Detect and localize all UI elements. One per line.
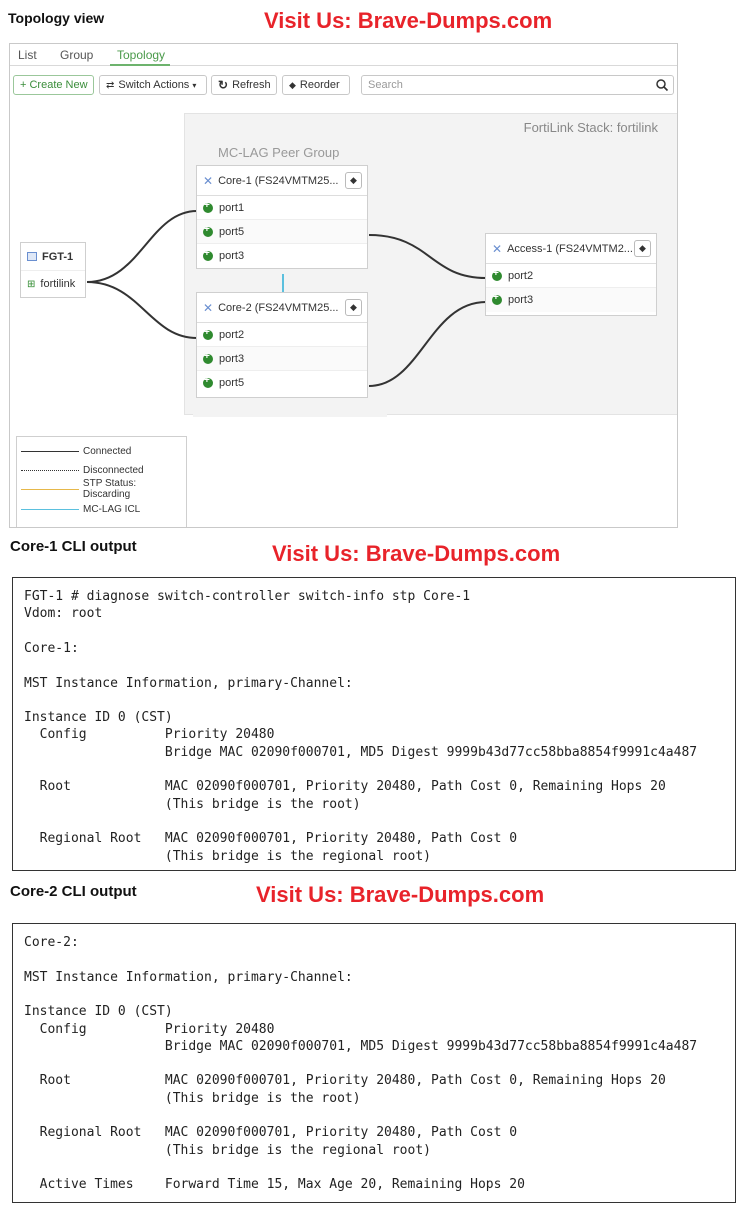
tab-list[interactable]: List — [18, 48, 37, 62]
topology-view-heading: Topology view — [8, 10, 105, 26]
core-1-port5[interactable] — [197, 220, 367, 244]
fgt-1-node[interactable] — [20, 242, 86, 298]
stp-discarding-line — [21, 489, 79, 490]
disconnected-line — [21, 470, 79, 471]
fortigate-icon — [27, 252, 37, 261]
cli-line: FGT-1 # diagnose switch-controller switch-info stp Core-1 — [24, 589, 471, 604]
cli-line: Regional Root MAC 02090f000701, Priority 20480, Path Cost 0 — [24, 831, 518, 847]
watermark-3: Visit Us: Brave-Dumps.com — [256, 882, 545, 907]
view-tabs — [10, 44, 677, 66]
core-2-port5[interactable] — [197, 371, 367, 395]
legend-stp-label: STP Status: Discarding — [82, 478, 137, 500]
connected-line — [21, 451, 79, 452]
legend-disconnected — [21, 462, 144, 478]
refresh-icon: ↻ — [218, 78, 229, 92]
cli-line: Instance ID 0 (CST) — [24, 710, 173, 726]
watermark-2: Visit Us: Brave-Dumps.com — [272, 541, 561, 566]
core-1-cli-box — [12, 577, 736, 871]
port-label: port2 — [219, 328, 245, 341]
fgt-1-header — [21, 243, 85, 270]
topology-panel — [9, 43, 678, 528]
port-up-icon — [492, 271, 502, 281]
fortilink-icon: ⊞ — [27, 278, 36, 290]
access-1-node[interactable] — [485, 233, 657, 316]
port-label: port2 — [508, 269, 534, 282]
port-label: port1 — [219, 201, 245, 214]
active-tab-indicator — [110, 64, 170, 66]
port-up-icon — [203, 378, 213, 388]
port-label: port5 — [219, 225, 245, 238]
switch-icon: ✕ — [203, 173, 214, 188]
cli-line: MST Instance Information, primary-Channel: — [24, 675, 353, 691]
topology-legend — [16, 436, 187, 528]
switch-icon: ✕ — [203, 300, 214, 315]
core-2-name: Core-2 (FS24VMTM25... — [218, 301, 339, 314]
legend-stp-discarding — [21, 478, 186, 500]
cli-line: Regional Root MAC 02090f000701, Priority 20480, Path Cost 0 — [24, 1125, 518, 1141]
core-1-header — [197, 166, 367, 196]
cli-line: Bridge MAC 02090f000701, MD5 Digest 9999b43d77cc58bba8854f9991c4a487 — [24, 1038, 698, 1054]
refresh-button[interactable] — [211, 75, 277, 95]
core-1-port1[interactable] — [197, 196, 367, 220]
port-label: port3 — [219, 250, 245, 262]
switch-actions-label: Switch Actions — [118, 79, 190, 91]
core-2-port3[interactable] — [197, 347, 367, 371]
cli-line: (This bridge is the root) — [24, 796, 361, 812]
legend-connected — [21, 443, 131, 459]
switch-actions-button[interactable] — [99, 75, 207, 95]
search-input[interactable] — [362, 76, 642, 94]
core-2-cli-heading: Core-2 CLI output — [10, 883, 137, 900]
cli-line: (This bridge is the regional root) — [24, 848, 431, 864]
switch-icon: ✕ — [492, 241, 503, 256]
port-up-icon — [203, 330, 213, 340]
core-1-node[interactable] — [196, 165, 368, 269]
legend-connected-label: Connected — [83, 445, 132, 457]
tab-topology[interactable]: Topology — [117, 48, 166, 62]
watermark-1: Visit Us: Brave-Dumps.com — [264, 8, 553, 33]
core-1-port3[interactable] — [197, 244, 367, 268]
fortilink-stack-label: FortiLink Stack: fortilink — [523, 120, 658, 135]
search-box — [361, 75, 674, 95]
access-1-header — [486, 234, 656, 264]
core-2-cli-box — [12, 923, 736, 1203]
port-label: port5 — [219, 377, 245, 389]
cli-line: Core-1: — [24, 640, 79, 656]
access-1-name: Access-1 (FS24VMTM2... — [507, 242, 633, 255]
port-up-icon — [203, 203, 213, 213]
cli-line: MST Instance Information, primary-Channel: — [24, 969, 353, 985]
port-up-icon — [203, 251, 213, 261]
reorder-label: Reorder — [299, 79, 340, 91]
cli-line: Active Times Forward Time 15, Max Age 20, Remaining Hops 20 — [24, 1177, 525, 1193]
link-fgt-core1-port1 — [87, 211, 197, 282]
refresh-label: Refresh — [232, 79, 271, 91]
mclag-peer-group-label: MC-LAG Peer Group — [218, 145, 340, 160]
fortilink-port[interactable] — [21, 270, 85, 297]
cli-line: (This bridge is the root) — [24, 1090, 361, 1106]
search-icon[interactable] — [655, 78, 669, 92]
access-1-port2[interactable] — [486, 264, 656, 288]
legend-mclag-label: MC-LAG ICL — [83, 503, 141, 515]
link-fgt-core2-port2 — [87, 282, 197, 338]
access-1-menu-button[interactable]: ◆ — [634, 240, 651, 257]
core-2-menu-button[interactable]: ◆ — [345, 299, 362, 316]
cli-line: Vdom: root — [24, 606, 103, 622]
fortilink-label: fortilink — [40, 278, 76, 290]
cli-line: Bridge MAC 02090f000701, MD5 Digest 9999b43d77cc58bba8854f9991c4a487 — [24, 744, 698, 760]
sort-icon: ◆ — [289, 79, 296, 90]
fgt-1-name: FGT-1 — [42, 250, 74, 263]
port-up-icon — [492, 295, 502, 305]
port-label: port3 — [508, 294, 534, 306]
caret-down-icon: ▾ — [192, 80, 197, 90]
cli-line: (This bridge is the regional root) — [24, 1142, 431, 1158]
core-2-header — [197, 293, 367, 323]
port-up-icon — [203, 227, 213, 237]
port-label: port3 — [219, 352, 245, 365]
legend-mclag-icl — [21, 501, 140, 517]
port-up-icon — [203, 354, 213, 364]
tab-group[interactable]: Group — [60, 48, 94, 62]
create-new-button[interactable]: + Create New — [13, 75, 94, 95]
shuffle-icon: ⇄ — [106, 79, 115, 91]
cli-line: Root MAC 02090f000701, Priority 20480, Path Cost 0, Remaining Hops 20 — [24, 1073, 666, 1089]
mclag-icl-line — [21, 509, 79, 510]
core-1-name: Core-1 (FS24VMTM25... — [218, 174, 339, 187]
access-1-port3[interactable] — [486, 288, 656, 312]
reorder-button[interactable] — [282, 75, 350, 95]
core-2-port2[interactable] — [197, 323, 367, 347]
core-2-node[interactable] — [196, 292, 368, 398]
cli-line: Config Priority 20480 — [24, 727, 275, 743]
cli-line: Root MAC 02090f000701, Priority 20480, Path Cost 0, Remaining Hops 20 — [24, 779, 666, 795]
core-1-menu-button[interactable]: ◆ — [345, 172, 362, 189]
cli-line: Core-2: — [24, 935, 79, 950]
core-1-cli-heading: Core-1 CLI output — [10, 538, 137, 555]
cli-line: Config Priority 20480 — [24, 1021, 275, 1037]
cli-line: Instance ID 0 (CST) — [24, 1004, 173, 1020]
legend-disconnected-label: Disconnected — [83, 464, 144, 476]
